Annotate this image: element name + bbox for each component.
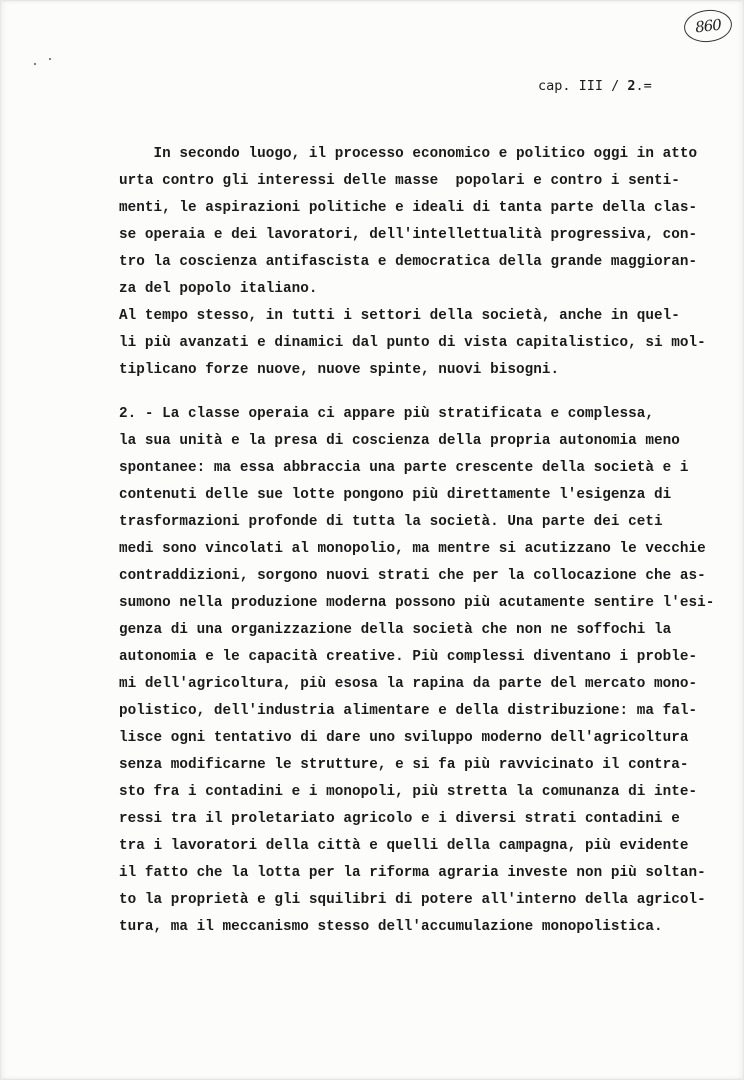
text-line: 2. - La classe operaia ci appare più stratificata e complessa, [119, 406, 655, 422]
text-line: trasformazioni profonde di tutta la società. Una parte dei ceti [119, 514, 663, 530]
text-line: urta contro gli interessi delle masse popolari e contro i senti- [119, 173, 680, 189]
text-line: tro la coscienza antifascista e democratica della grande maggioran- [119, 254, 698, 270]
header-suffix: .= [635, 78, 652, 94]
text-line: mi dell'agricoltura, più esosa la rapina da parte del mercato mono- [119, 676, 698, 692]
text-line: Al tempo stesso, in tutti i settori della società, anche in quel- [119, 308, 680, 324]
text-line: medi sono vincolati al monopolio, ma mentre si acutizzano le vecchie [119, 541, 706, 557]
text-line: za del popolo italiano. [119, 281, 318, 297]
ink-speck [49, 58, 51, 60]
text-line: sto fra i contadini e i monopoli, più stretta la comunanza di inte- [119, 784, 698, 800]
text-line: sumono nella produzione moderna possono più acutamente sentire l'esi- [119, 595, 715, 611]
text-line: spontanee: ma essa abbraccia una parte crescente della società e i [119, 460, 689, 476]
text-line: il fatto che la lotta per la riforma agraria investe non più soltan- [119, 865, 706, 881]
text-line: menti, le aspirazioni politiche e ideali di tanta parte della clas- [119, 200, 698, 216]
section-number: 2 [627, 78, 636, 94]
page-number-stamp [682, 8, 733, 45]
text-line: ressi tra il proletariato agricolo e i diversi strati contadini e [119, 811, 680, 827]
text-line: autonomia e le capacità creative. Più complessi diventano i proble- [119, 649, 698, 665]
chapter-header [538, 78, 652, 94]
text-line: la sua unità e la presa di coscienza della propria autonomia meno [119, 433, 680, 449]
text-line: tra i lavoratori della città e quelli della campagna, più evidente [119, 838, 689, 854]
ink-speck [34, 63, 36, 65]
text-line: lisce ogni tentativo di dare uno sviluppo moderno dell'agricoltura [119, 730, 689, 746]
text-line: li più avanzati e dinamici dal punto di vista capitalistico, si mol- [119, 335, 706, 351]
text-line: to la proprietà e gli squilibri di potere all'interno della agricol- [119, 892, 706, 908]
stamp-number: 860 [694, 15, 722, 37]
text-line: senza modificarne le strutture, e si fa più ravvicinato il contra- [119, 757, 689, 773]
text-line: tiplicano forze nuove, nuove spinte, nuovi bisogni. [119, 362, 560, 378]
text-line: polistico, dell'industria alimentare e della distribuzione: ma fal- [119, 703, 698, 719]
text-line: contenuti delle sue lotte pongono più direttamente l'esigenza di [119, 487, 672, 503]
text-line: In secondo luogo, il processo economico e politico oggi in atto [119, 146, 698, 162]
chapter-label: cap. III / [538, 78, 628, 94]
text-line: se operaia e dei lavoratori, dell'intellettualità progressiva, con- [119, 227, 698, 243]
text-line: contraddizioni, sorgono nuovi strati che per la collocazione che as- [119, 568, 706, 584]
text-line: genza di una organizzazione della società che non ne soffochi la [119, 622, 672, 638]
text-line: tura, ma il meccanismo stesso dell'accumulazione monopolistica. [119, 919, 663, 935]
